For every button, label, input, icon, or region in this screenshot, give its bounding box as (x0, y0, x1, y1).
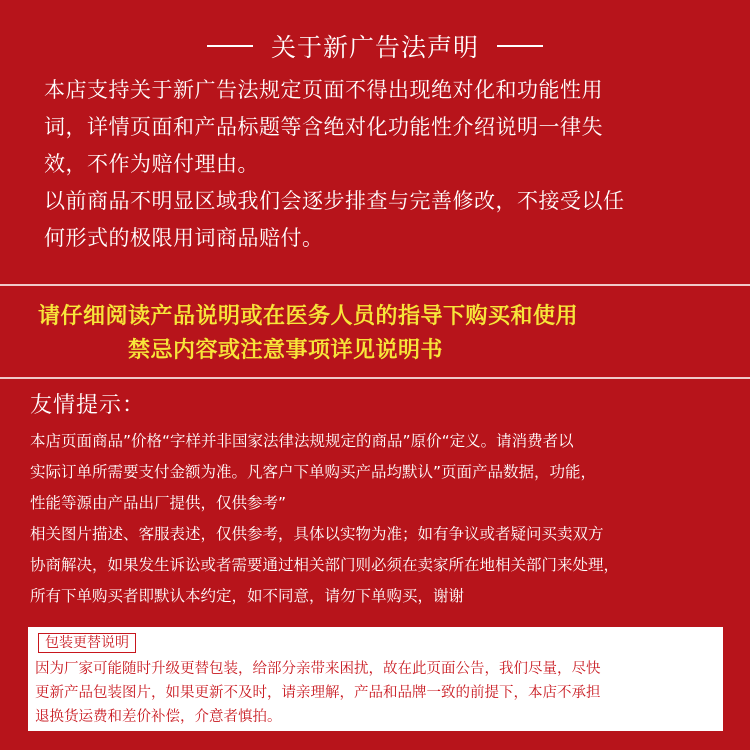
ad-law-statement-section (0, 0, 750, 283)
title-right-dash (497, 45, 543, 47)
packaging-notice-box (28, 627, 723, 731)
ad-law-paragraph (44, 72, 704, 257)
paragraph-line: 本店支持关于新广告法规定页面不得出现绝对化和功能性用 (44, 78, 603, 102)
notice-line: 因为厂家可能随时升级更替包装，给部分亲带来困扰，故在此页面公告，我们尽量，尽快 (35, 661, 601, 677)
packaging-notice-tag: 包装更替说明 (38, 633, 136, 653)
tips-line: 性能等源由产品出厂提供，仅供参考” (30, 494, 287, 512)
tips-line: 本店页面商品”价格“字样并非国家法律法规规定的商品”原价“定义。请消费者以 (30, 432, 574, 450)
notice-line: 退换货运费和差价补偿，介意者慎拍。 (35, 709, 282, 725)
tips-body (30, 426, 730, 612)
section-divider-bottom (0, 377, 750, 379)
warning-line-1: 请仔细阅读产品说明或在医务人员的指导下购买和使用 (38, 304, 579, 329)
tips-line: 相关图片描述、客服表述，仅供参考，具体以实物为准；如有争议或者疑问买卖双方 (30, 525, 604, 543)
title-row (0, 26, 750, 66)
paragraph-line: 以前商品不明显区域我们会逐步排查与完善修改，不接受以任 (44, 189, 625, 213)
notice-line: 更新产品包装图片，如果更新不及时，请亲理解，产品和品牌一致的前提下，本店不承担 (35, 685, 601, 701)
section-divider-top (0, 284, 750, 286)
tips-line: 协商解决，如果发生诉讼或者需要通过相关部门则必须在卖家所在地相关部门来处理， (30, 556, 620, 574)
tips-title: 友情提示： (30, 393, 146, 418)
title-left-dash (207, 45, 253, 47)
tips-line: 实际订单所需要支付金额为准。凡客户下单购买产品均默认”页面产品数据，功能， (30, 463, 597, 481)
paragraph-line: 词，详情页面和产品标题等含绝对化功能性介绍说明一律失 (44, 115, 603, 139)
packaging-notice-text (35, 657, 720, 729)
page-title: 关于新广告法声明 (270, 33, 479, 62)
paragraph-line: 何形式的极限用词商品赔付。 (44, 226, 324, 250)
warning-line-2: 禁忌内容或注意事项详见说明书 (128, 338, 444, 363)
paragraph-line: 效，不作为赔付理由。 (44, 152, 259, 176)
tips-line: 所有下单购买者即默认本约定，如不同意，请勿下单购买，谢谢 (30, 587, 465, 605)
